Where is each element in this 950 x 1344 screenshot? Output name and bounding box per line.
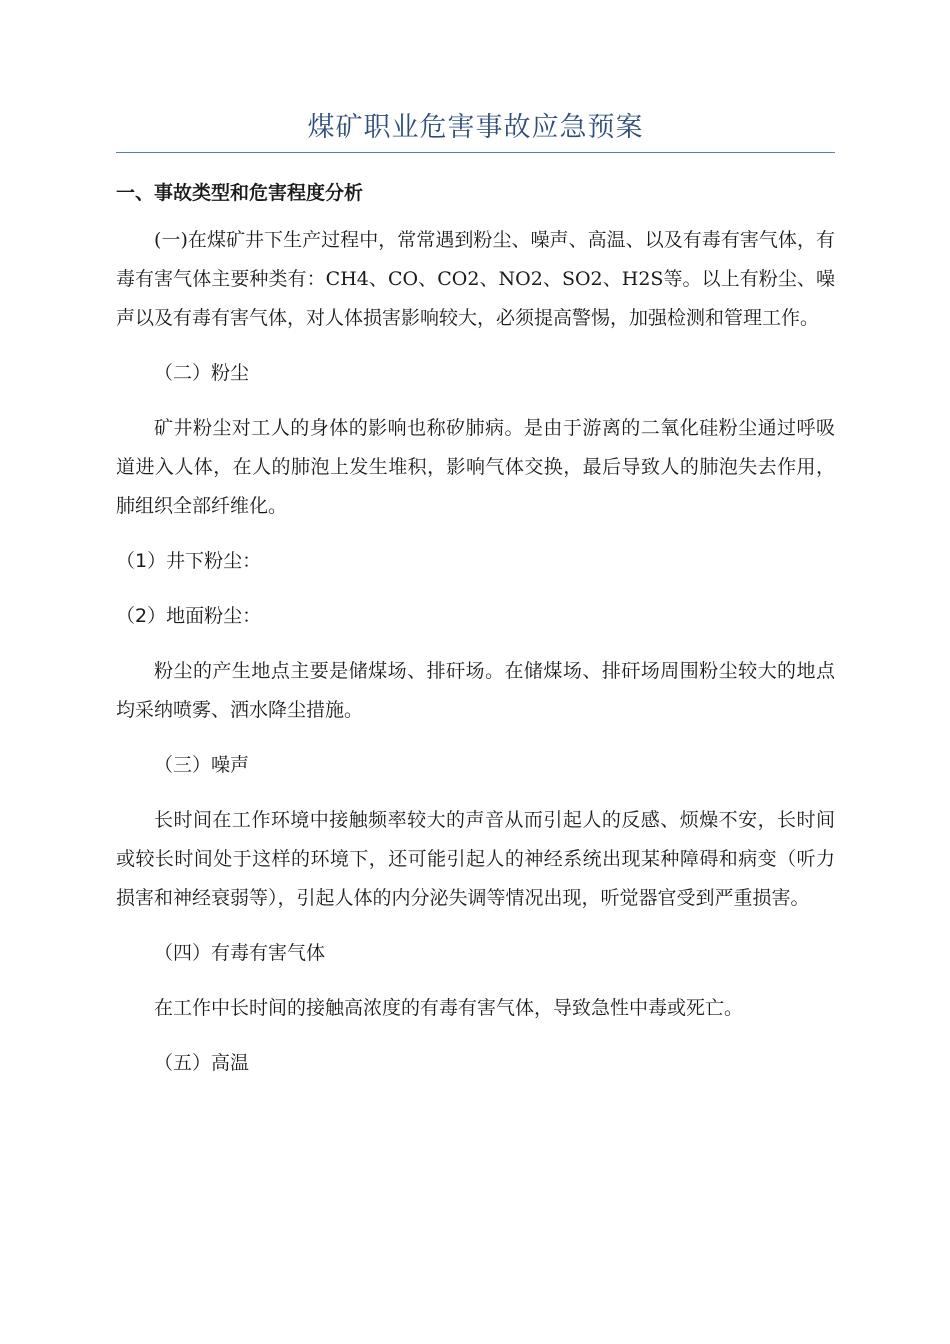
paragraph-intro: (一)在煤矿井下生产过程中，常常遇到粉尘、噪声、高温、以及有毒有害气体，有毒有害气体主要种类有：CH4、CO、CO2、NO2、SO2、H2S等。以上有粉尘、噪声以及有毒有害气体，对人体损害影响较大，必须提高警惕，加强检测和管理工作。 — [116, 229, 835, 329]
paragraph-dust: 矿井粉尘对工人的身体的影响也称矽肺病。是由于游离的二氧化硅粉尘通过呼吸道进入人体，在人的肺泡上发生堆积，影响气体交换，最后导致人的肺泡失去作用，肺组织全部纤维化。 — [116, 417, 835, 517]
paragraph-noise: 长时间在工作环境中接触频率较大的声音从而引起人的反感、烦燥不安，长时间或较长时间处于这样的环境下，还可能引起人的神经系统出现某种障碍和病变（听力损害和神经衰弱等），引起人体的内分泌失调等情况出现，听觉器官受到严重损害。 — [116, 809, 835, 909]
document-title: 煤矿职业危害事故应急预案 — [307, 112, 644, 143]
document-page — [116, 108, 835, 1083]
title-underline — [116, 152, 835, 153]
section-heading-1: 一、事故类型和危害程度分析 — [116, 182, 364, 204]
subheading-dust: （二）粉尘 — [154, 362, 250, 384]
paragraph-toxic-gas: 在工作中长时间的接触高浓度的有毒有害气体，导致急性中毒或死亡。 — [154, 997, 744, 1019]
paragraph-dust-sources: 粉尘的产生地点主要是储煤场、排矸场。在储煤场、排矸场周围粉尘较大的地点均采纳喷雾、洒水降尘措施。 — [116, 660, 835, 721]
subheading-noise: （三）噪声 — [154, 754, 250, 776]
list-item-surface-dust: （2）地面粉尘： — [116, 605, 262, 627]
subheading-toxic-gas: （四）有毒有害气体 — [154, 942, 326, 964]
list-item-underground-dust: （1）井下粉尘： — [116, 550, 262, 572]
subheading-heat: （五）高温 — [154, 1052, 250, 1074]
